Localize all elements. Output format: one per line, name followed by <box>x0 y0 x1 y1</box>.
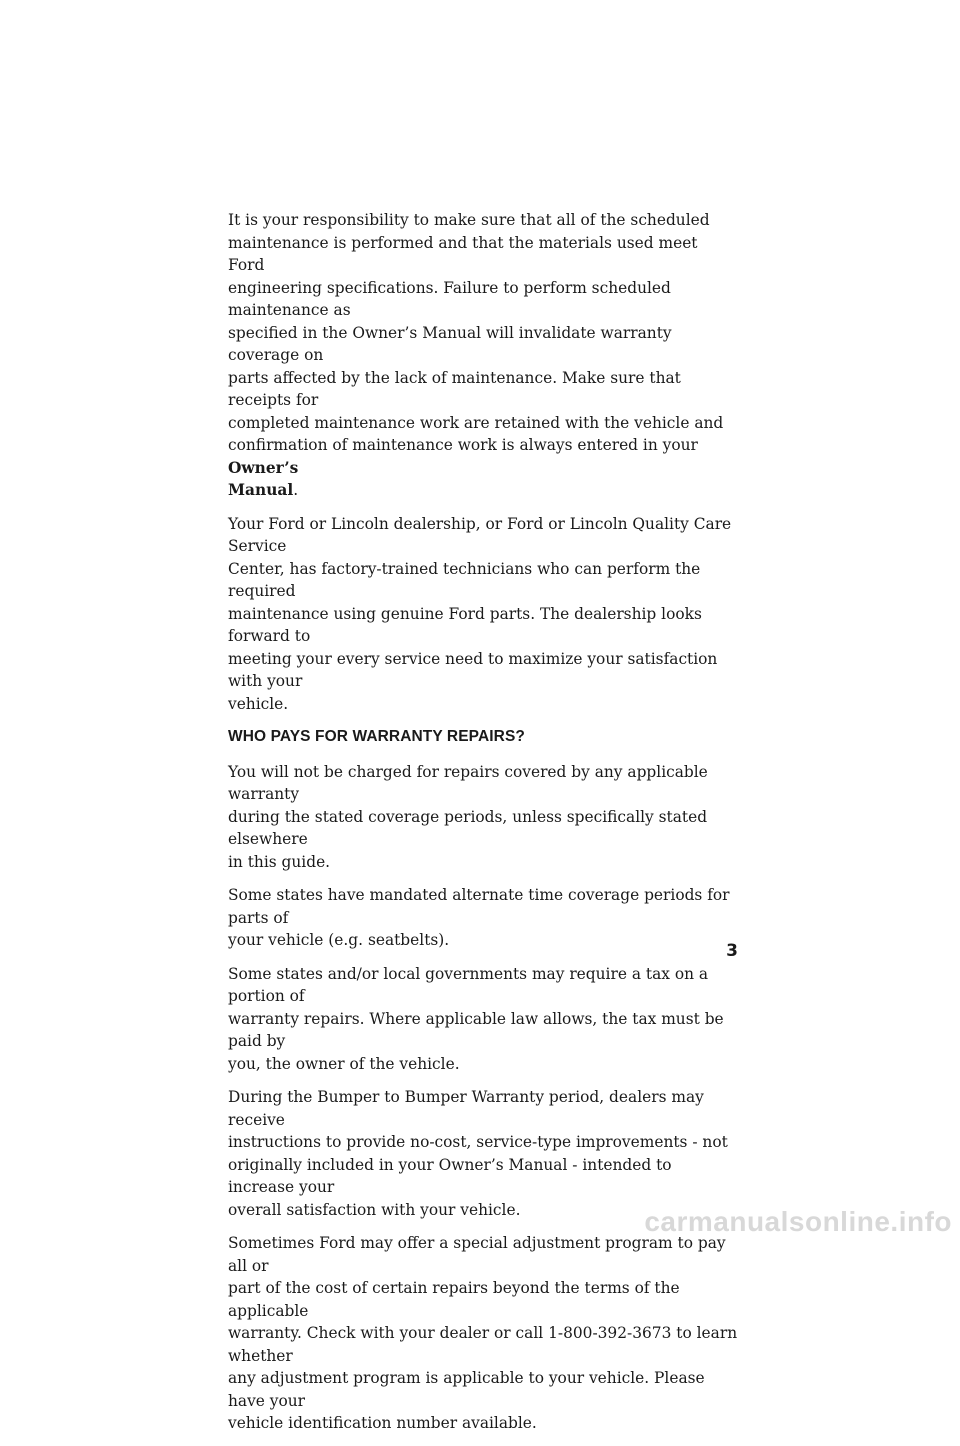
owners-manual-emphasis: Owner’s Manual <box>228 458 299 499</box>
paragraph-dealership: Your Ford or Lincoln dealership, or Ford or Lincoln Quality Care Service Center, has factory-trained technicians who can perform the required maintenance using genuine Ford parts. The dealership looks forward to meeting your every service need to maximize your satisfaction with your vehicle. <box>228 514 732 713</box>
section-heading: WHO PAYS FOR WARRANTY REPAIRS? <box>228 728 525 745</box>
body-text <box>228 209 738 1446</box>
paragraph-charges: You will not be charged for repairs covered by any applicable warranty during the stated coverage periods, unless specifically stated elsewhere in this guide. <box>228 762 708 871</box>
paragraph-tax: Some states and/or local governments may require a tax on a portion of warranty repairs. Where applicable law allows, the tax must be paid by you, the owner of the vehicle. <box>228 964 724 1073</box>
paragraph-adjustment-program: Sometimes Ford may offer a special adjustment program to pay all or part of the cost of certain repairs beyond the terms of the applicable warranty. Check with your dealer or call 1-800-392-3673 to learn whether any adjustment program is applicable to your vehicle. Please have your vehicle identification number available. <box>228 1234 738 1432</box>
page-number: 3 <box>726 941 738 961</box>
watermark: carmanualsonline.info <box>644 1206 952 1237</box>
paragraph-bumper-warranty: During the Bumper to Bumper Warranty period, dealers may receive instructions to provide no-cost, service-type improvements - not originally included in your Owner’s Manual - intended to increase your overall satisfaction with your vehicle. <box>228 1088 728 1219</box>
paragraph-states-coverage: Some states have mandated alternate time coverage periods for parts of your vehicle (e.g. seatbelts). <box>228 886 730 949</box>
paragraph-responsibility: It is your responsibility to make sure that all of the scheduled maintenance is performed and that the materials used meet Ford engineering specifications. Failure to perform scheduled maintenance as specified in the Owner’s Manual will invalidate warranty coverage on parts affected by the lack of maintenance. Make sure that receipts for completed maintenance work are retained with the vehicle and confirmation of maintenance work is always entered in your Owner’s Manual. <box>228 211 724 499</box>
